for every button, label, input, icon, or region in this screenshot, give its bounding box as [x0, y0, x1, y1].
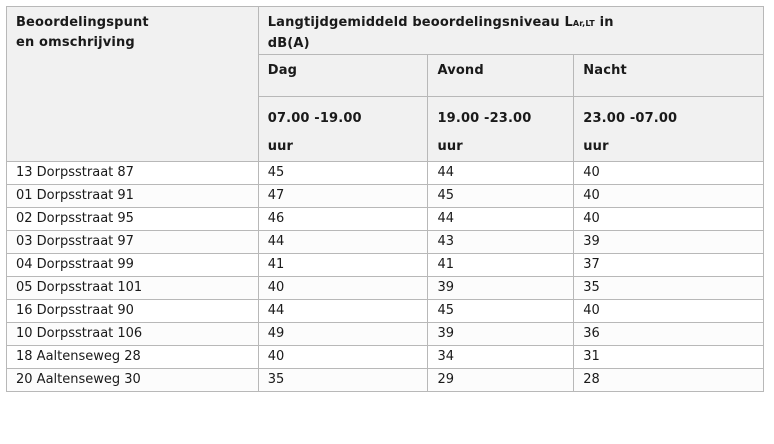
cell-nacht: 39 [574, 231, 764, 254]
time-unit: uur [267, 139, 294, 154]
cell-avond: 43 [428, 231, 574, 254]
table-row [7, 231, 764, 254]
cell-dag: 35 [258, 369, 428, 392]
cell-avond: 45 [428, 185, 574, 208]
table-row [7, 369, 764, 392]
cell-dag: 44 [258, 300, 428, 323]
cell-nacht: 31 [574, 346, 764, 369]
noise-level-table [6, 6, 764, 392]
header-time-dag [258, 97, 428, 162]
cell-point: 02 Dorpsstraat 95 [7, 208, 259, 231]
cell-avond: 44 [428, 208, 574, 231]
cell-avond: 29 [428, 369, 574, 392]
cell-nacht: 35 [574, 277, 764, 300]
cell-dag: 45 [258, 162, 428, 185]
cell-avond: 39 [428, 323, 574, 346]
cell-point: 18 Aaltenseweg 28 [7, 346, 259, 369]
cell-point: 10 Dorpsstraat 106 [7, 323, 259, 346]
table-row [7, 346, 764, 369]
table-body [7, 162, 764, 392]
header-period-dag: Dag [258, 55, 428, 97]
cell-point: 05 Dorpsstraat 101 [7, 277, 259, 300]
table-row [7, 185, 764, 208]
header-point-line2: en omschrijving [16, 35, 135, 50]
table-row [7, 277, 764, 300]
cell-point: 03 Dorpsstraat 97 [7, 231, 259, 254]
cell-nacht: 37 [574, 254, 764, 277]
header-time-avond [428, 97, 574, 162]
noise-level-table-container [6, 6, 764, 392]
header-point-line1: Beoordelingspunt [16, 15, 149, 30]
cell-nacht: 40 [574, 162, 764, 185]
cell-avond: 41 [428, 254, 574, 277]
header-level-after: in [594, 15, 614, 30]
header-level-line2: dB(A) [267, 36, 310, 51]
cell-dag: 49 [258, 323, 428, 346]
cell-point: 20 Aaltenseweg 30 [7, 369, 259, 392]
cell-dag: 44 [258, 231, 428, 254]
cell-nacht: 40 [574, 185, 764, 208]
header-assessment-point [7, 7, 259, 162]
table-row [7, 208, 764, 231]
table-row [7, 323, 764, 346]
time-range: 23.00 -07.00 [583, 111, 678, 126]
header-time-nacht [574, 97, 764, 162]
time-unit: uur [583, 139, 609, 154]
cell-point: 16 Dorpsstraat 90 [7, 300, 259, 323]
cell-nacht: 40 [574, 208, 764, 231]
cell-point: 04 Dorpsstraat 99 [7, 254, 259, 277]
cell-point: 13 Dorpsstraat 87 [7, 162, 259, 185]
header-period-avond: Avond [428, 55, 574, 97]
table-header [7, 7, 764, 162]
cell-nacht: 36 [574, 323, 764, 346]
cell-dag: 40 [258, 277, 428, 300]
time-range: 07.00 -19.00 [267, 111, 362, 126]
cell-avond: 39 [428, 277, 574, 300]
cell-dag: 47 [258, 185, 428, 208]
cell-dag: 40 [258, 346, 428, 369]
cell-nacht: 40 [574, 300, 764, 323]
cell-avond: 45 [428, 300, 574, 323]
time-unit: uur [437, 139, 463, 154]
time-range: 19.00 -23.00 [437, 111, 532, 126]
cell-dag: 46 [258, 208, 428, 231]
header-level-subscript: Ar,LT [572, 19, 595, 28]
header-level-line1: Langtijdgemiddeld beoordelingsniveau L [267, 15, 573, 30]
cell-avond: 34 [428, 346, 574, 369]
header-assessment-level [258, 7, 763, 55]
cell-point: 01 Dorpsstraat 91 [7, 185, 259, 208]
cell-nacht: 28 [574, 369, 764, 392]
cell-avond: 44 [428, 162, 574, 185]
header-period-nacht: Nacht [574, 55, 764, 97]
table-row [7, 300, 764, 323]
cell-dag: 41 [258, 254, 428, 277]
table-row [7, 254, 764, 277]
table-row [7, 162, 764, 185]
